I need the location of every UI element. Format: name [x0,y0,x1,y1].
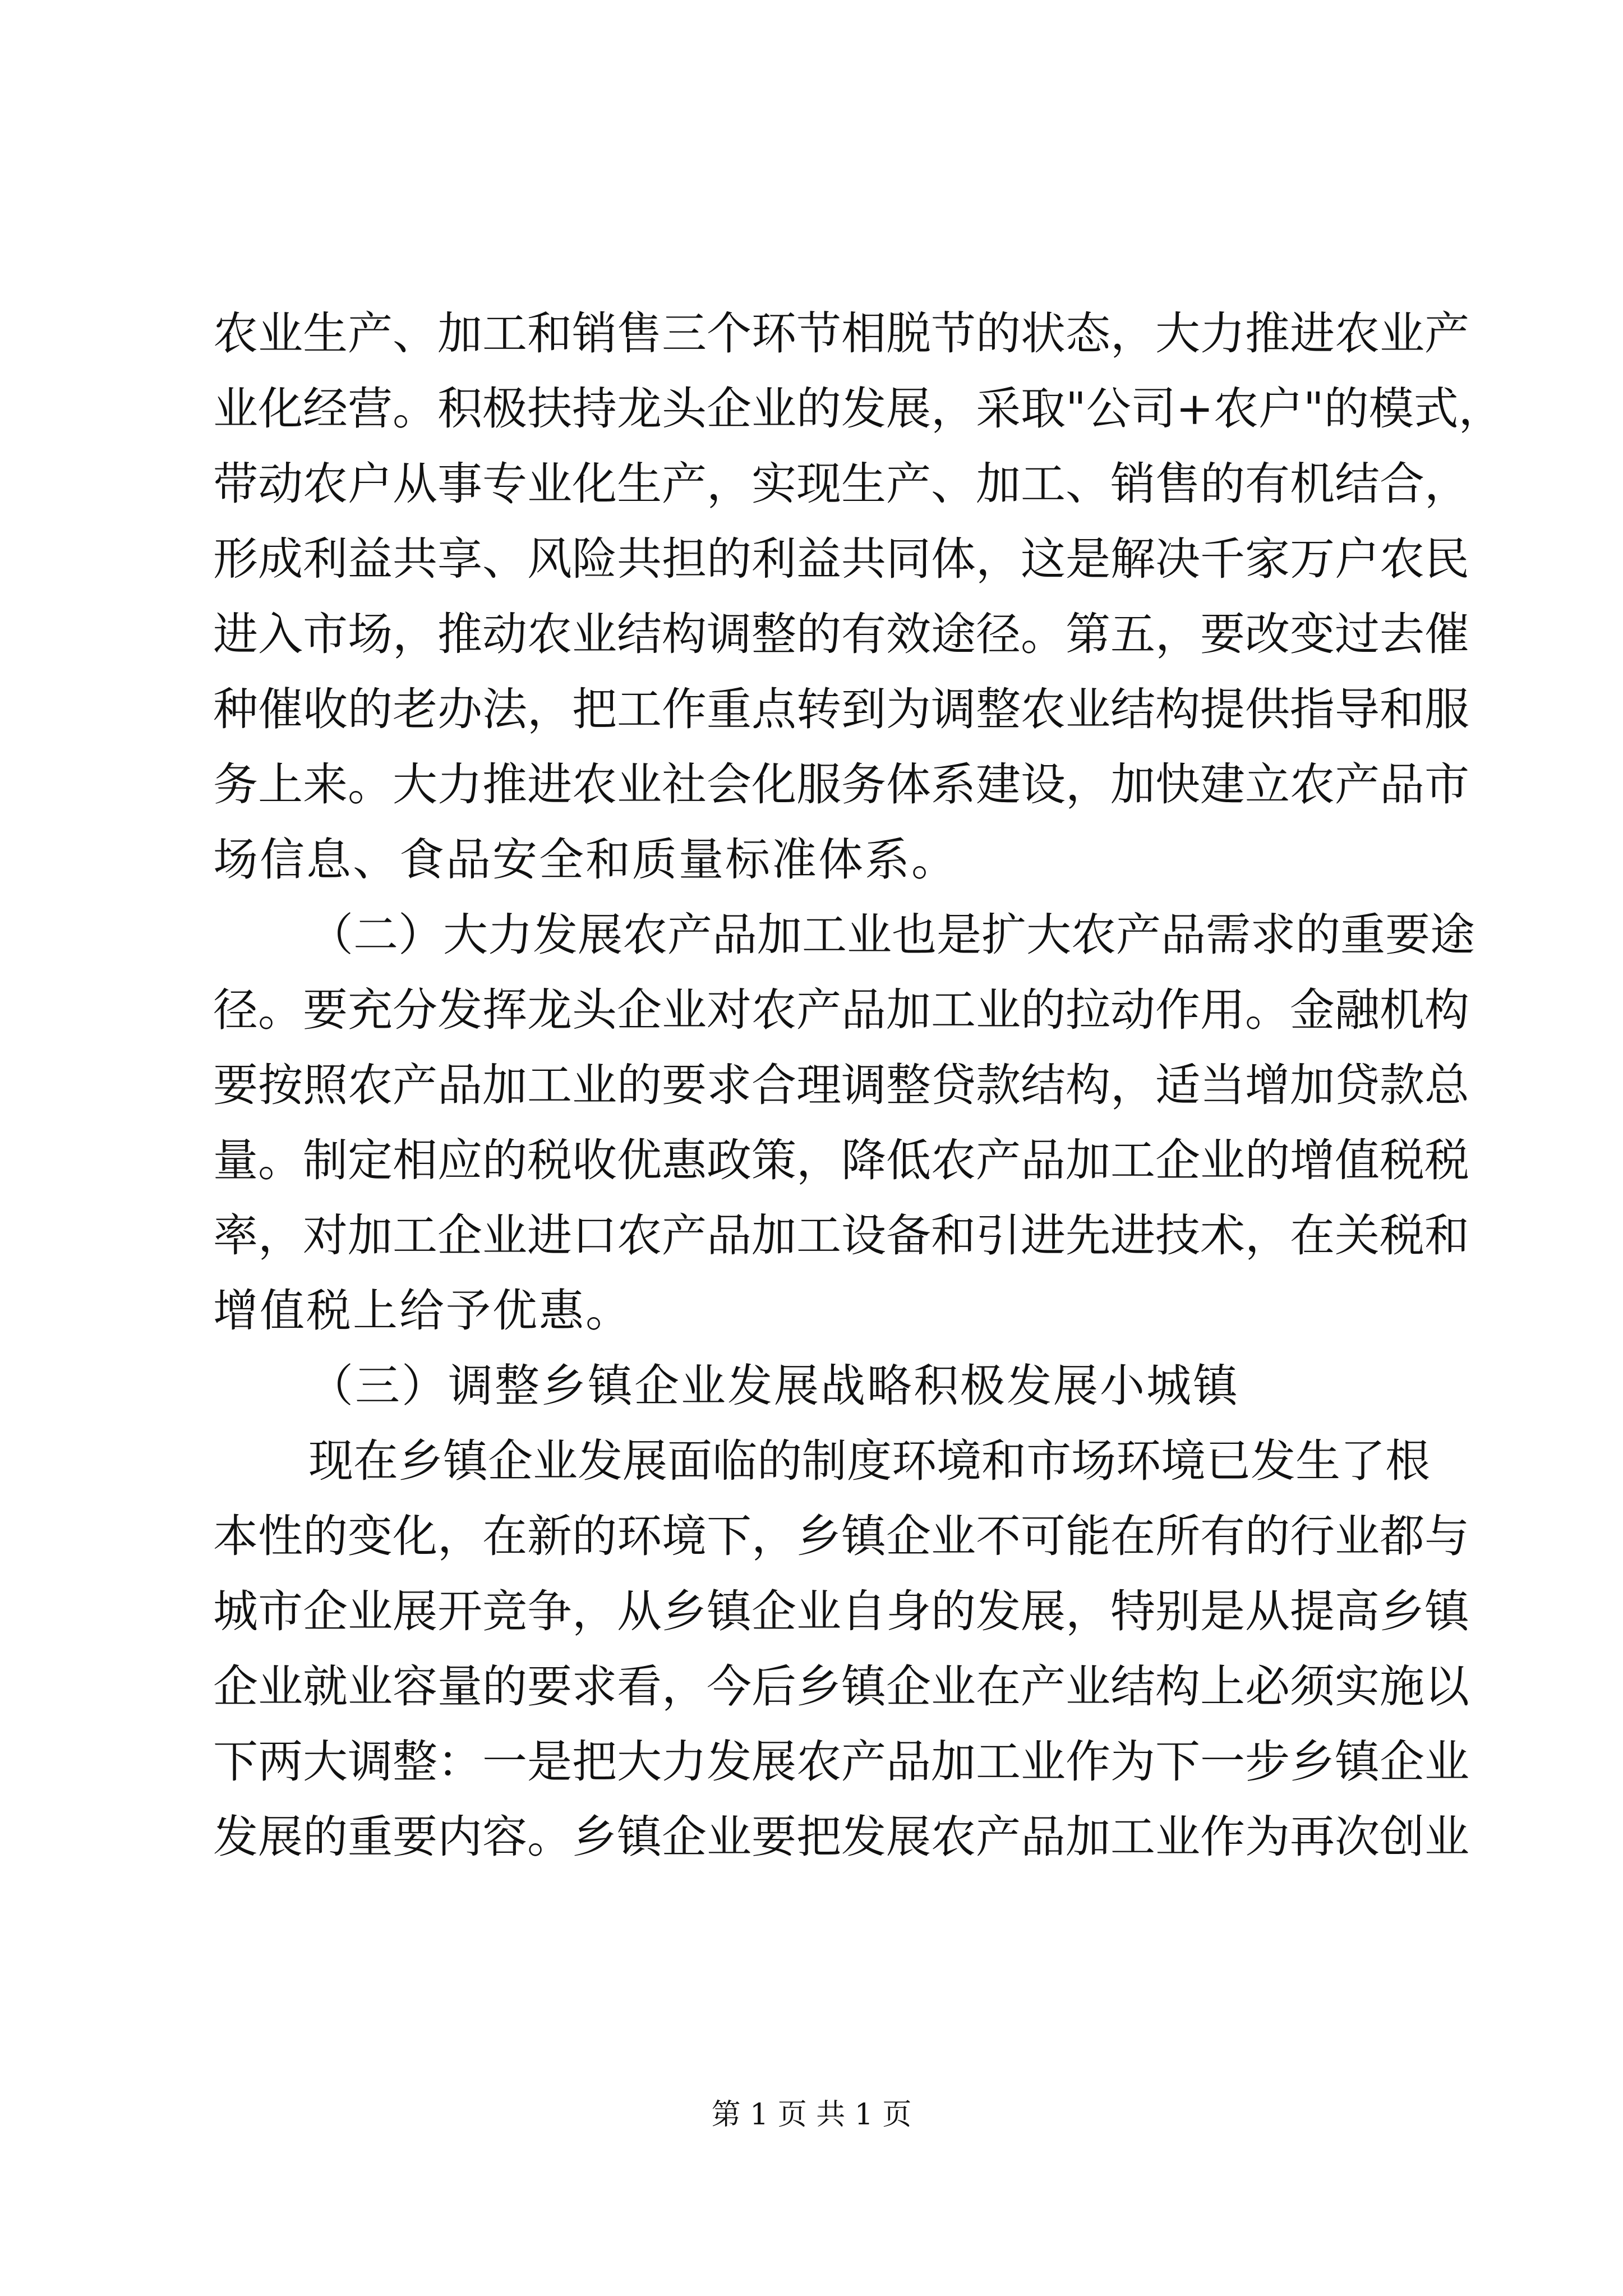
text-line: 发展的重要内容。乡镇企业要把发展农产品加工业作为再次创业 [213,1811,1469,1863]
text-line: 农业生产、加工和销售三个环节相脱节的状态，大力推进农业产 [213,307,1469,360]
page-number-footer: 第 1 页 共 1 页 [711,2098,912,2132]
text-line: 增值税上给予优惠。 [213,1285,632,1337]
text-line: 径。要充分发挥龙头企业对农产品加工业的拉动作用。金融机构 [213,984,1469,1036]
section-heading: （三）调整乡镇企业发展战略积极发展小城镇 [308,1360,1239,1412]
text-line: 带动农户从事专业化生产，实现生产、加工、销售的有机结合， [213,458,1469,510]
text-line: 进入市场，推动农业结构调整的有效途径。第五，要改变过去催 [213,608,1469,660]
paragraph-first-line: 现在乡镇企业发展面临的制度环境和市场环境已发生了根 [308,1435,1430,1487]
text-line: 率，对加工企业进口农产品加工设备和引进先进技术，在关税和 [213,1209,1469,1262]
text-line: 企业就业容量的要求看，今后乡镇企业在产业结构上必须实施以 [213,1660,1469,1713]
text-line: 务上来。大力推进农业社会化服务体系建设，加快建立农产品市 [213,758,1469,811]
text-line: 场信息、食品安全和质量标准体系。 [213,834,958,886]
text-line: 形成利益共享、风险共担的利益共同体，这是解决千家万户农民 [213,533,1469,585]
text-line: 城市企业展开竞争，从乡镇企业自身的发展，特别是从提高乡镇 [213,1585,1469,1637]
text-line: 业化经营。积极扶持龙头企业的发展，采取"公司+农户"的模式， [213,383,1504,435]
paragraph-first-line: （二）大力发展农产品加工业也是扩大农产品需求的重要途 [308,909,1475,961]
text-line: 要按照农产品加工业的要求合理调整贷款结构，适当增加贷款总 [213,1059,1469,1111]
text-line: 下两大调整：一是把大力发展农产品加工业作为下一步乡镇企业 [213,1736,1469,1788]
text-line: 本性的变化，在新的环境下，乡镇企业不可能在所有的行业都与 [213,1510,1469,1562]
text-line: 量。制定相应的税收优惠政策，降低农产品加工企业的增值税税 [213,1134,1469,1186]
text-line: 种催收的老办法，把工作重点转到为调整农业结构提供指导和服 [213,683,1469,735]
